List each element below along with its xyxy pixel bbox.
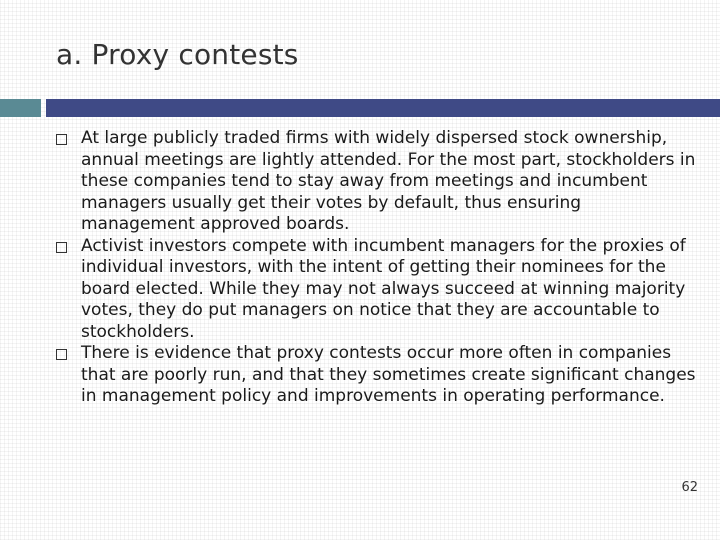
slide-title: a. Proxy contests (56, 38, 299, 71)
bullet-text: At large publicly traded firms with widely dispersed stock ownership, annual meetings are lightly attended. For the most part, stockholders in these companies tend to stay away from meetings and incumbent managers usually get their votes by default, thus ensuring management approved boards. (81, 128, 696, 234)
bullet-item (56, 128, 696, 236)
slide-content (56, 128, 696, 408)
bullet-text: There is evidence that proxy contests occur more often in companies that are poorly run, and that they sometimes create significant changes in management policy and improvements in operating performance. (81, 343, 696, 406)
square-bullet-icon (56, 349, 67, 360)
bullet-list (56, 128, 696, 408)
bullet-item (56, 236, 696, 344)
title-accent-bar (46, 99, 720, 117)
bullet-item (56, 343, 696, 408)
title-accent-block (0, 99, 41, 117)
page-number: 62 (681, 480, 698, 495)
bullet-text: Activist investors compete with incumbent managers for the proxies of individual investors, with the intent of getting their nominees for the board elected. While they may not always succeed at winning majority votes, they do put managers on notice that they are accountable to stockholders. (81, 235, 686, 342)
square-bullet-icon (56, 134, 67, 145)
square-bullet-icon (56, 242, 67, 253)
